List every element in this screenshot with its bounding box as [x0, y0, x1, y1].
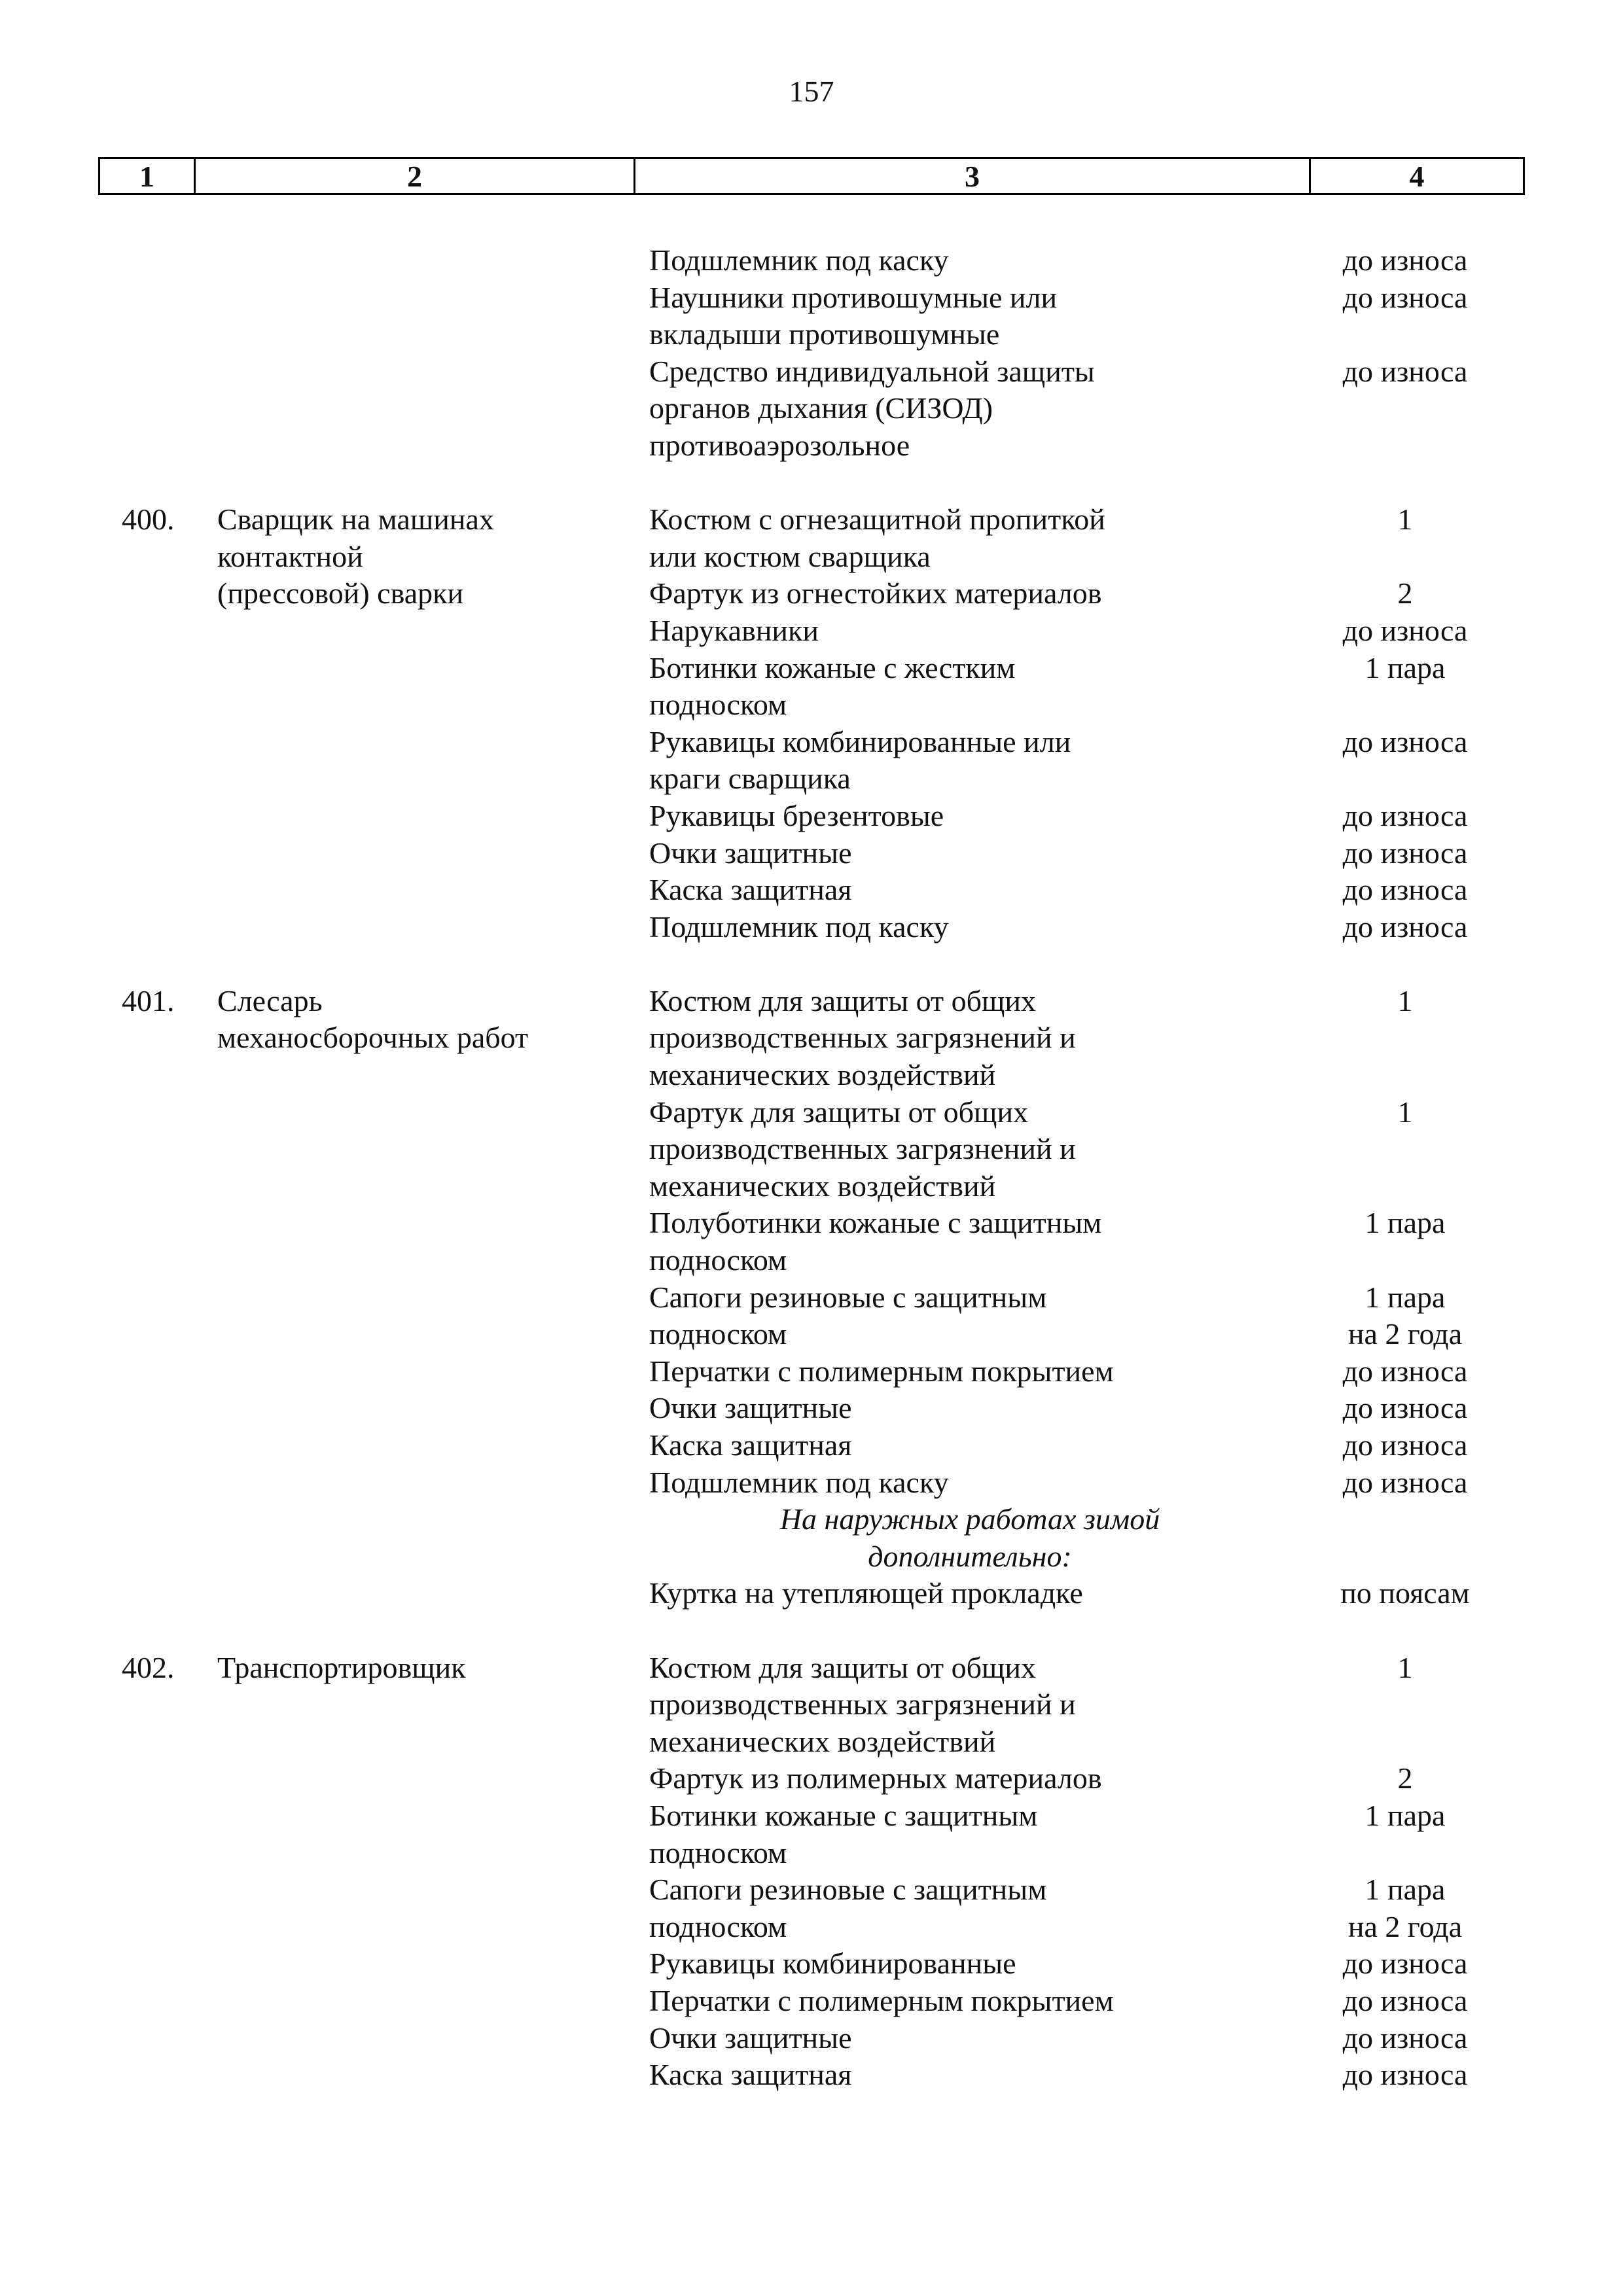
profession-name: Сварщик на машинах контактной (прессовой) сварки	[217, 503, 494, 610]
ppe-item-name: Очки защитные	[649, 1391, 852, 1425]
ppe-item-name: Наушники противошумные или вкладыши противошумные	[649, 280, 1058, 351]
ppe-item-norm: по поясам	[1340, 1576, 1470, 1610]
ppe-item-name: Костюм с огнезащитной пропиткой или костюм сварщика	[649, 503, 1105, 573]
list-item	[649, 1983, 1520, 2020]
column-header-3: 3	[635, 159, 1311, 193]
ppe-item-name: Каска защитная	[649, 873, 852, 907]
column-header-2: 2	[196, 159, 635, 193]
ppe-item-norm: 2	[1397, 576, 1413, 610]
table-row-group	[0, 242, 1623, 465]
list-item	[649, 1427, 1520, 1464]
ppe-item-name: Фартук из полимерных материалов	[649, 1761, 1102, 1795]
ppe-item-name: Каска защитная	[649, 2058, 852, 2092]
ppe-item-name: Сапоги резиновые с защитным подноском	[649, 1873, 1047, 1943]
table-row-group	[0, 501, 1623, 945]
ppe-item-name: Фартук для защиты от общих производственных загрязнений и механических воздействий	[649, 1095, 1076, 1203]
list-item	[649, 1390, 1520, 1427]
list-item	[649, 1279, 1520, 1353]
ppe-item-name: Сапоги резиновые с защитным подноском	[649, 1280, 1047, 1351]
list-item	[649, 612, 1520, 650]
row-number: 401.	[122, 983, 175, 1017]
ppe-item-name: Каска защитная	[649, 1428, 852, 1462]
ppe-item-name: Перчатки с полимерным покрытием	[649, 1983, 1114, 2017]
ppe-item-name: Ботинки кожаные с защитным подноском	[649, 1798, 1038, 1869]
list-item	[649, 242, 1520, 279]
ppe-item-name: Очки защитные	[649, 2021, 852, 2055]
list-item	[649, 1501, 1520, 1575]
ppe-item-name: Костюм для защиты от общих производственных загрязнений и механических воздействий	[649, 983, 1076, 1092]
list-item	[649, 1760, 1520, 1797]
ppe-list	[649, 501, 1520, 945]
list-item	[649, 2057, 1520, 2094]
ppe-item-norm: до износа	[1342, 280, 1468, 314]
ppe-item-norm: до износа	[1342, 1428, 1468, 1462]
ppe-item-norm: до износа	[1342, 1465, 1468, 1499]
profession-name: Слесарь механосборочных работ	[217, 983, 529, 1055]
ppe-item-norm: 1	[1397, 983, 1413, 1017]
ppe-item-name: Куртка на утепляющей прокладке	[649, 1576, 1083, 1610]
list-item	[649, 1797, 1520, 1871]
ppe-item-name: Рукавицы комбинированные или краги сварщика	[649, 724, 1071, 796]
list-item	[649, 1353, 1520, 1390]
ppe-item-norm: до износа	[1342, 2021, 1468, 2055]
list-item	[649, 1945, 1520, 1983]
list-item	[649, 872, 1520, 909]
ppe-item-name: Очки защитные	[649, 836, 852, 870]
ppe-item-norm: 1 пара	[1364, 1206, 1446, 1240]
ppe-item-name: Подшлемник под каску	[649, 243, 949, 277]
ppe-item-name: Нарукавники	[649, 613, 819, 647]
ppe-item-name: Фартук из огнестойких материалов	[649, 576, 1102, 610]
ppe-item-norm: 1 пара на 2 года	[1347, 1873, 1463, 1943]
row-number: 402.	[122, 1650, 175, 1684]
ppe-item-norm: до износа	[1342, 243, 1468, 277]
ppe-item-norm: до износа	[1342, 836, 1468, 870]
row-number: 400.	[122, 503, 175, 537]
list-item	[649, 279, 1520, 353]
ppe-item-norm: до износа	[1342, 798, 1468, 832]
column-header-4: 4	[1409, 159, 1425, 193]
column-header-row	[98, 157, 1525, 195]
ppe-item-norm: 1 пара	[1364, 1798, 1446, 1832]
list-item	[649, 798, 1520, 835]
ppe-item-name: Полуботинки кожаные с защитным подноском	[649, 1206, 1102, 1277]
ppe-item-norm: до износа	[1342, 910, 1468, 944]
list-item	[649, 1871, 1520, 1945]
table-row-group	[0, 983, 1623, 1612]
ppe-item-norm: 2	[1397, 1761, 1413, 1795]
ppe-item-name: Средство индивидуальной защиты органов дыхания (СИЗОД) противоаэрозольное	[649, 354, 1095, 462]
ppe-item-norm: до износа	[1342, 354, 1468, 388]
list-item	[649, 1094, 1520, 1205]
ppe-list	[649, 1650, 1520, 2094]
section-note: На наружных работах зимой дополнительно:	[779, 1502, 1160, 1573]
list-item	[649, 1205, 1520, 1279]
ppe-item-norm: до износа	[1342, 724, 1468, 758]
list-item	[649, 1575, 1520, 1612]
ppe-item-norm: до износа	[1342, 1983, 1468, 2017]
ppe-item-norm: 1	[1397, 1650, 1413, 1684]
ppe-item-norm: 1 пара	[1364, 650, 1446, 684]
list-item	[649, 1650, 1520, 1761]
column-header-1: 1	[100, 159, 196, 193]
ppe-item-name: Подшлемник под каску	[649, 1465, 949, 1499]
ppe-item-norm: до износа	[1342, 2058, 1468, 2092]
list-item	[649, 501, 1520, 575]
list-item	[649, 1464, 1520, 1502]
page-number: 157	[789, 75, 834, 108]
list-item	[649, 650, 1520, 724]
ppe-item-norm: до износа	[1342, 613, 1468, 647]
ppe-item-norm: до износа	[1342, 873, 1468, 907]
ppe-item-norm: 1	[1397, 1095, 1413, 1129]
ppe-item-norm: до износа	[1342, 1947, 1468, 1981]
ppe-item-name: Рукавицы комбинированные	[649, 1947, 1016, 1981]
ppe-item-name: Подшлемник под каску	[649, 910, 949, 944]
ppe-item-norm: до износа	[1342, 1391, 1468, 1425]
ppe-item-name: Рукавицы брезентовые	[649, 798, 944, 832]
list-item	[649, 353, 1520, 465]
ppe-list	[649, 242, 1520, 465]
table-body	[0, 242, 1623, 2130]
ppe-item-norm: 1 пара на 2 года	[1347, 1280, 1463, 1351]
list-item	[649, 724, 1520, 798]
ppe-item-name: Ботинки кожаные с жестким подноском	[649, 650, 1016, 722]
ppe-list	[649, 983, 1520, 1612]
list-item	[649, 575, 1520, 612]
list-item	[649, 909, 1520, 946]
ppe-item-norm: 1	[1397, 503, 1413, 537]
profession-name: Транспортировщик	[217, 1650, 466, 1684]
ppe-item-name: Перчатки с полимерным покрытием	[649, 1354, 1114, 1388]
list-item	[649, 835, 1520, 872]
ppe-item-name: Костюм для защиты от общих производственных загрязнений и механических воздействий	[649, 1650, 1076, 1758]
list-item	[649, 983, 1520, 1094]
list-item	[649, 2020, 1520, 2057]
table-row-group	[0, 1650, 1623, 2094]
ppe-item-norm: до износа	[1342, 1354, 1468, 1388]
